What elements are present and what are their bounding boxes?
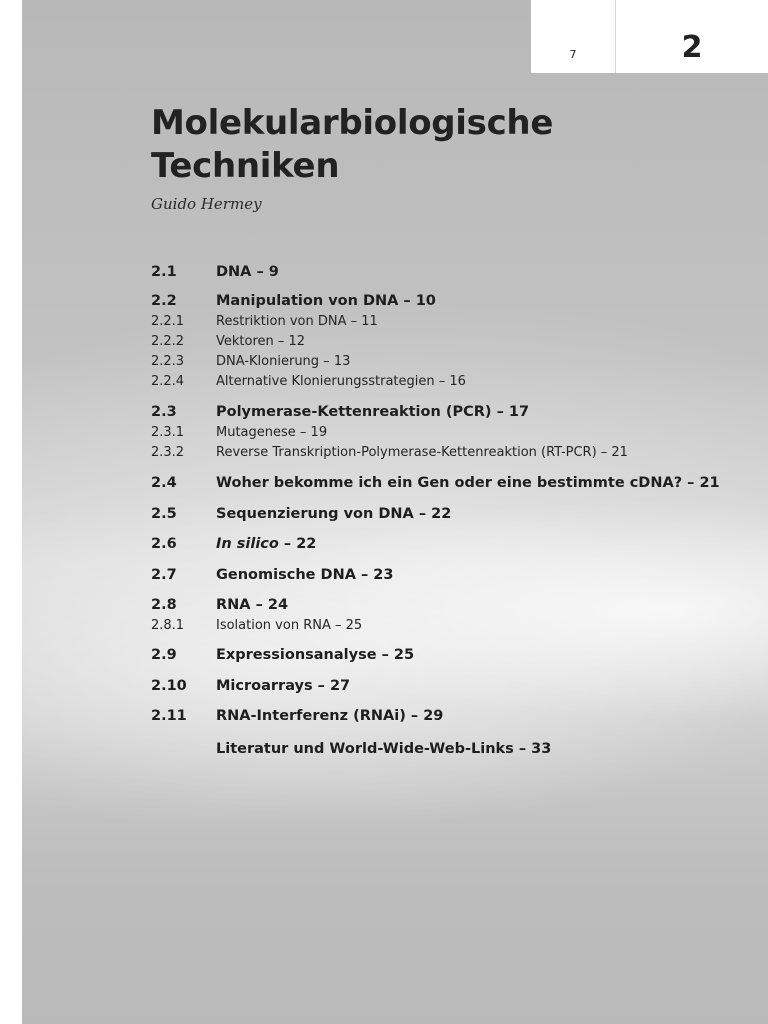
toc-entry-number: 2.7 [151, 567, 177, 583]
toc-entry-title: Microarrays – 27 [216, 678, 351, 694]
toc-entry-number: 2.2.1 [151, 314, 185, 329]
toc-entry-title: Sequenzierung von DNA – 22 [216, 506, 452, 522]
toc-entry-title: Literatur und World-Wide-Web-Links – 33 [216, 741, 552, 757]
toc-entry-title: Reverse Transkription-Polymerase-Kettenreaktion (RT-PCR) – 21 [216, 445, 628, 460]
toc-entry-title: RNA – 24 [216, 597, 289, 613]
chapter-title-line-1: Molekularbiologische [151, 103, 554, 143]
toc-entry-number: 2.10 [151, 678, 187, 694]
toc-entry-title-page: – 22 [278, 536, 317, 552]
toc-entry-title: Polymerase-Kettenreaktion (PCR) – 17 [216, 404, 530, 420]
toc-entry-title: Isolation von RNA – 25 [216, 618, 363, 633]
toc-entry-number: 2.4 [151, 475, 177, 491]
toc-entry-number: 2.2.4 [151, 374, 185, 389]
toc-entry-title-italic: In silico [216, 536, 279, 552]
toc-entry-number: 2.3 [151, 404, 177, 420]
toc-entry-number: 2.9 [151, 647, 177, 663]
chapter-author: Guido Hermey [151, 195, 262, 213]
toc-entry-number: 2.2.3 [151, 354, 185, 369]
toc-entry-number: 2.3.1 [151, 425, 185, 440]
toc-entry-title: DNA – 9 [216, 264, 279, 280]
toc-entry-title: Alternative Klonierungsstrategien – 16 [216, 374, 466, 389]
toc-entry-number: 2.11 [151, 708, 187, 724]
toc-entry-title: Expressionsanalyse – 25 [216, 647, 415, 663]
toc-entry-title: RNA-Interferenz (RNAi) – 29 [216, 708, 444, 724]
toc-entry-title: Genomische DNA – 23 [216, 567, 394, 583]
book-page [22, 0, 768, 1024]
toc-entry-number: 2.2 [151, 293, 177, 309]
chapter-title-line-2: Techniken [151, 146, 340, 186]
chapter-number: 2 [681, 30, 703, 65]
toc-entry-number: 2.5 [151, 506, 177, 522]
toc-entry-title: DNA-Klonierung – 13 [216, 354, 351, 369]
chapter-number-tab [616, 0, 768, 73]
toc-entry-number: 2.1 [151, 264, 177, 280]
chapter-title [151, 102, 631, 188]
toc-entry-title: Vektoren – 12 [216, 334, 306, 349]
page-number-tab [531, 0, 616, 73]
toc-entry-title [216, 535, 316, 553]
page-number: 7 [569, 48, 577, 61]
header-tabs [531, 0, 768, 73]
toc-entry-number: 2.6 [151, 536, 177, 552]
toc-entry-title: Mutagenese – 19 [216, 425, 328, 440]
toc-entry-title: Manipulation von DNA – 10 [216, 293, 436, 309]
toc-entry-number: 2.3.2 [151, 445, 185, 460]
toc-entry-title: Restriktion von DNA – 11 [216, 314, 378, 329]
toc-entry-number: 2.2.2 [151, 334, 185, 349]
toc-entry-number: 2.8.1 [151, 618, 185, 633]
toc-entry-number: 2.8 [151, 597, 177, 613]
toc-entry-title: Woher bekomme ich ein Gen oder eine bestimmte cDNA? – 21 [216, 475, 720, 491]
